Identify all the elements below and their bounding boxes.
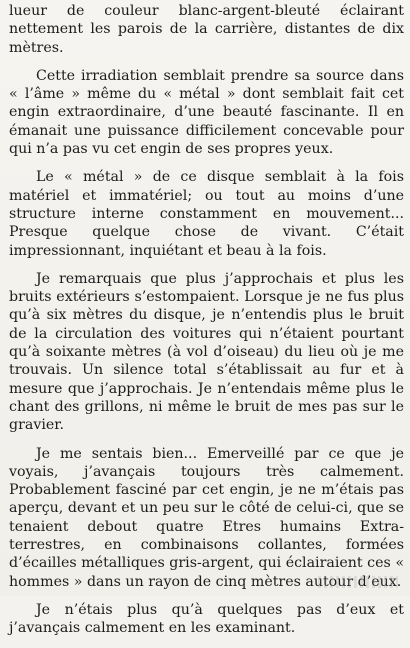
paragraph: Je remarquais que plus j’approchais et plus les bruits extérieurs s’estompaient. Lorsque je ne fus plus qu’à six mètres du disque, je n’entendis plus le bruit de la circulation des voitures qui n’étaient pourtant qu’à soixante mètres (à vol d’oiseau) du lieu où je me trouvais. Un silence total s’établissait au fur et à mesure que j’approchais. Je n’entendais même plus le chant des grillons, ni même le bruit de mes pas sur le gravier. [9,270,404,434]
paragraph: Le « métal » de ce disque semblait à la fois matériel et immatériel; ou tout au moins d’une structure interne constamment en mouvement... Presque quelque chose de vivant. C’était impressionnant, inquiétant et beau à la fois. [9,169,404,259]
show-through-ink [318,576,398,588]
page-text [9,2,404,648]
paragraph: Je n’étais plus qu’à quelques pas d’eux et j’avançais calmement en les examinant. [9,601,404,637]
paragraph: lueur de couleur blanc-argent-bleuté éclairant nettement les parois de la carrière, distantes de dix mètres. [9,3,404,56]
paragraph: Je me sentais bien... Emerveillé par ce que je voyais, j’avançais toujours très calmement. Probablement fasciné par cet engin, je ne m’étais pas aperçu, devant et un peu sur le côté de celui-ci, que se tenaient debout quatre Etres humains Extra-terrestres, en combinaisons collantes, formées d’écailles métalliques gris-argent, qui éclairaient ces « hommes » dans un rayon de cinq mètres autour d’eux. [9,445,404,590]
paragraph: Cette irradiation semblait prendre sa source dans « l’âme » même du « métal » dont semblait fait cet engin extraordinaire, d’une beauté fascinante. Il en émanait une puissance difficilement concevable pour qui n’a pas vu cet engin de ses propres yeux. [9,67,404,158]
